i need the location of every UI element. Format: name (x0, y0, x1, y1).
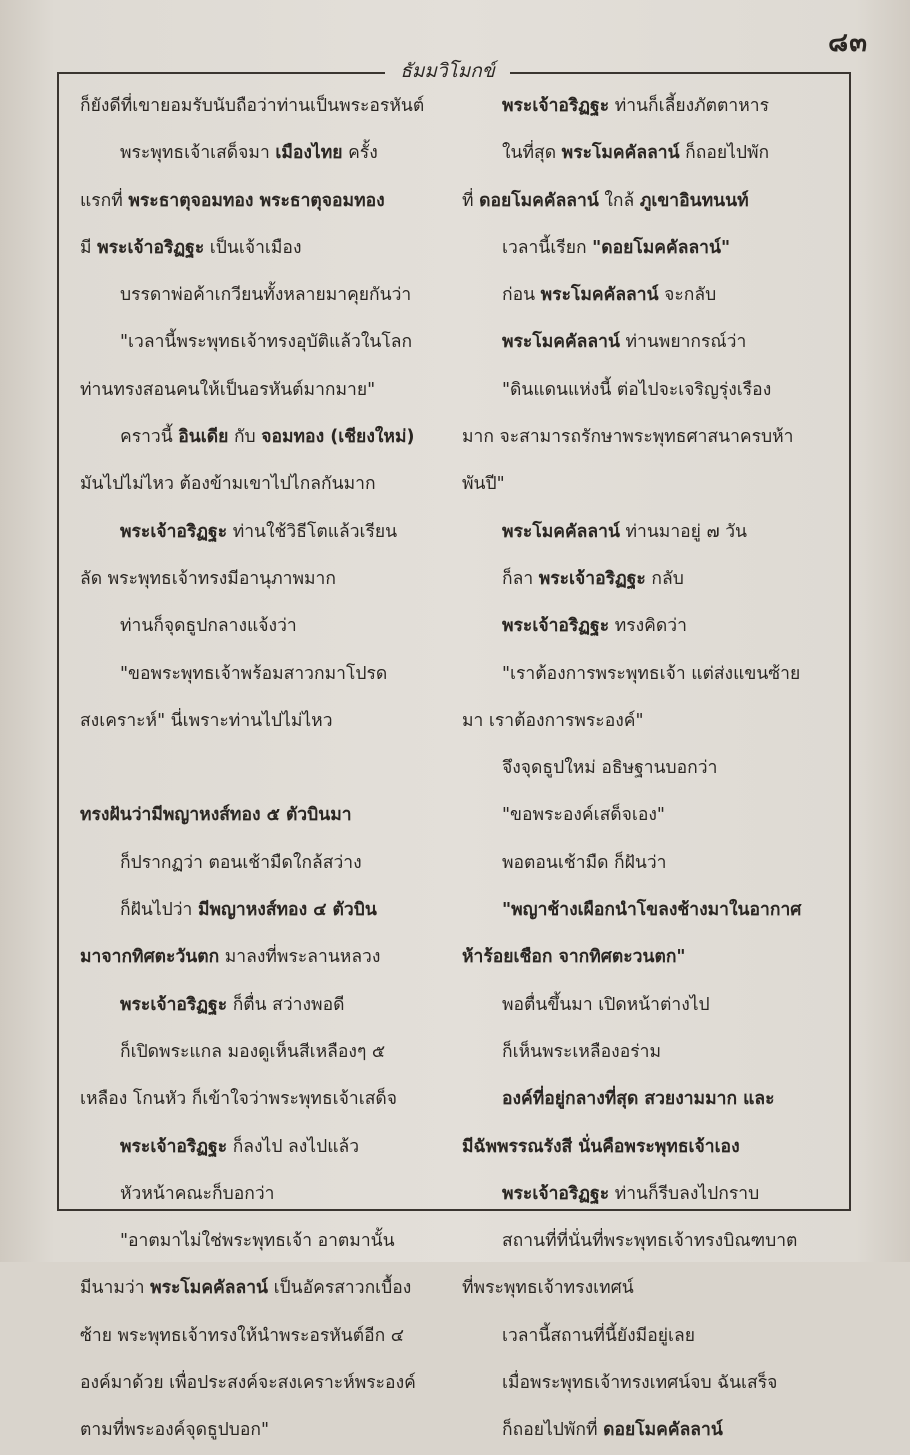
text-line: "อาตมาไม่ใช่พระพุทธเจ้า อาตมานั้น (120, 1231, 395, 1252)
text-line: องค์มาด้วย เพื่อประสงค์จะสงเคราะห์พระองค์ (80, 1373, 416, 1394)
text-line: มันไปไม่ไหว ต้องข้ามเขาไปไกลกันมาก (80, 474, 376, 495)
text-line: สถานที่ที่นั่นที่พระพุทธเจ้าทรงบิณฑบาต (502, 1231, 798, 1252)
text-line: มา เราต้องการพระองค์" (462, 710, 644, 731)
text-line: "ขอพระองค์เสด็จเอง" (502, 805, 665, 826)
text-line: แรกที่ พระธาตุจอมทอง พระธาตุจอมทอง (80, 190, 385, 211)
running-header: ธัมมวิโมกข์ (400, 60, 495, 82)
text-line: พอตอนเช้ามืด ก็ฝันว่า (502, 852, 667, 873)
text-line: ก็ยังดีที่เขายอมรับนับถือว่าท่านเป็นพระอรหันต์ (80, 96, 425, 116)
text-line: "ดินแดนแห่งนี้ ต่อไปจะเจริญรุ่งเรือง (502, 379, 772, 400)
text-line: องค์ที่อยู่กลางที่สุด สวยงามมาก และ (502, 1089, 775, 1110)
text-line: เหลือง โกนหัว ก็เข้าใจว่าพระพุทธเจ้าเสด็จ (80, 1089, 397, 1110)
text-line: หัวหน้าคณะก็บอกว่า (120, 1183, 275, 1204)
text-line: มีนามว่า พระโมคคัลลาน์ เป็นอัครสาวกเบื้อง (80, 1278, 412, 1299)
page-number: ๘๓ (828, 28, 868, 58)
text-line: มาก จะสามารถรักษาพระพุทธศาสนาครบห้า (462, 427, 794, 448)
text-line: พระพุทธเจ้าเสด็จมา เมืองไทย ครั้ง (120, 143, 378, 164)
right-text-column (462, 83, 847, 1455)
text-line: พระเจ้าอริฏฐะ ท่านใช้วิธีโตแล้วเรียน (120, 521, 398, 542)
text-line: ก็ปรากฏว่า ตอนเช้ามืดใกล้สว่าง (120, 852, 362, 873)
text-line: ที่พระพุทธเจ้าทรงเทศน์ (462, 1278, 634, 1299)
text-line: พระเจ้าอริฏฐะ ก็ตื่น สว่างพอดี (120, 994, 345, 1015)
text-line: เวลานี้สถานที่นี้ยังมีอยู่เลย (502, 1325, 695, 1346)
text-line: ตามที่พระองค์จุดธูปบอก" (80, 1420, 270, 1441)
text-line: "พญาช้างเผือกนำโขลงช้างมาในอากาศ (502, 900, 802, 921)
text-line: พระโมคคัลลาน์ ท่านมาอยู่ ๗ วัน (502, 521, 748, 542)
text-line: ก่อน พระโมคคัลลาน์ จะกลับ (502, 285, 717, 306)
text-line: ก็ถอยไปพักที่ ดอยโมคคัลลาน์ (502, 1420, 723, 1441)
text-line: ก็เปิดพระแกล มองดูเห็นสีเหลืองๆ ๕ (120, 1041, 386, 1062)
text-line: ทรงฝันว่ามีพญาหงส์ทอง ๕ ตัวบินมา (80, 805, 352, 826)
text-line: เมื่อพระพุทธเจ้าทรงเทศน์จบ ฉันเสร็จ (502, 1373, 778, 1394)
text-line: พระโมคคัลลาน์ ท่านพยากรณ์ว่า (502, 332, 747, 353)
text-line: ก็ลา พระเจ้าอริฏฐะ กลับ (502, 568, 684, 589)
text-line: "ขอพระพุทธเจ้าพร้อมสาวกมาโปรด (120, 663, 388, 684)
text-line: จึงจุดธูปใหม่ อธิษฐานบอกว่า (502, 758, 718, 779)
text-line: ลัด พระพุทธเจ้าทรงมีอานุภาพมาก (80, 568, 336, 589)
text-line: ห้าร้อยเชือก จากทิศตะวนตก" (462, 947, 686, 968)
text-line: พระเจ้าอริฏฐะ ทรงคิดว่า (502, 616, 687, 637)
paragraph-gap (80, 745, 465, 792)
text-line: พันปี" (462, 474, 505, 495)
text-line: พระเจ้าอริฏฐะ ท่านก็เลี้ยงภัตตาหาร (502, 96, 769, 116)
text-line: พระเจ้าอริฏฐะ ท่านก็รีบลงไปกราบ (502, 1183, 760, 1204)
text-line: ก็ฝันไปว่า มีพญาหงส์ทอง ๔ ตัวบิน (120, 900, 377, 921)
text-line: "เวลานี้พระพุทธเจ้าทรงอุบัติแล้วในโลก (120, 332, 413, 353)
text-line: เวลานี้เรียก "ดอยโมคคัลลาน์" (502, 237, 731, 258)
text-line: ก็เห็นพระเหลืองอร่าม (502, 1041, 661, 1062)
text-line: มาจากทิศตะวันตก มาลงที่พระลานหลวง (80, 947, 381, 968)
text-line: ท่านก็จุดธูปกลางแจ้งว่า (120, 616, 297, 637)
text-line: คราวนี้ อินเดีย กับ จอมทอง (เชียงใหม่) (120, 427, 415, 448)
text-line: มีฉัพพรรณรังสี นั่นคือพระพุทธเจ้าเอง (462, 1136, 740, 1157)
text-line: ที่ ดอยโมคคัลลาน์ ใกล้ ภูเขาอินทนนท์ (462, 190, 749, 211)
text-line: สงเคราะห์" นี่เพราะท่านไปไม่ไหว (80, 710, 333, 731)
left-text-column (80, 83, 465, 1455)
text-line: ท่านทรงสอนคนให้เป็นอรหันต์มากมาย" (80, 379, 376, 400)
text-line: มี พระเจ้าอริฏฐะ เป็นเจ้าเมือง (80, 237, 302, 258)
text-line: พอตื่นขึ้นมา เปิดหน้าต่างไป (502, 994, 710, 1015)
text-line: ซ้าย พระพุทธเจ้าทรงให้นำพระอรหันต์อีก ๔ (80, 1325, 405, 1346)
text-line: "เราต้องการพระพุทธเจ้า แต่ส่งแขนซ้าย (502, 663, 801, 684)
text-line: พระเจ้าอริฏฐะ ก็ลงไป ลงไปแล้ว (120, 1136, 360, 1157)
text-line: ในที่สุด พระโมคคัลลาน์ ก็ถอยไปพัก (502, 143, 770, 164)
text-line: บรรดาพ่อค้าเกวียนทั้งหลายมาคุยกันว่า (120, 285, 412, 306)
